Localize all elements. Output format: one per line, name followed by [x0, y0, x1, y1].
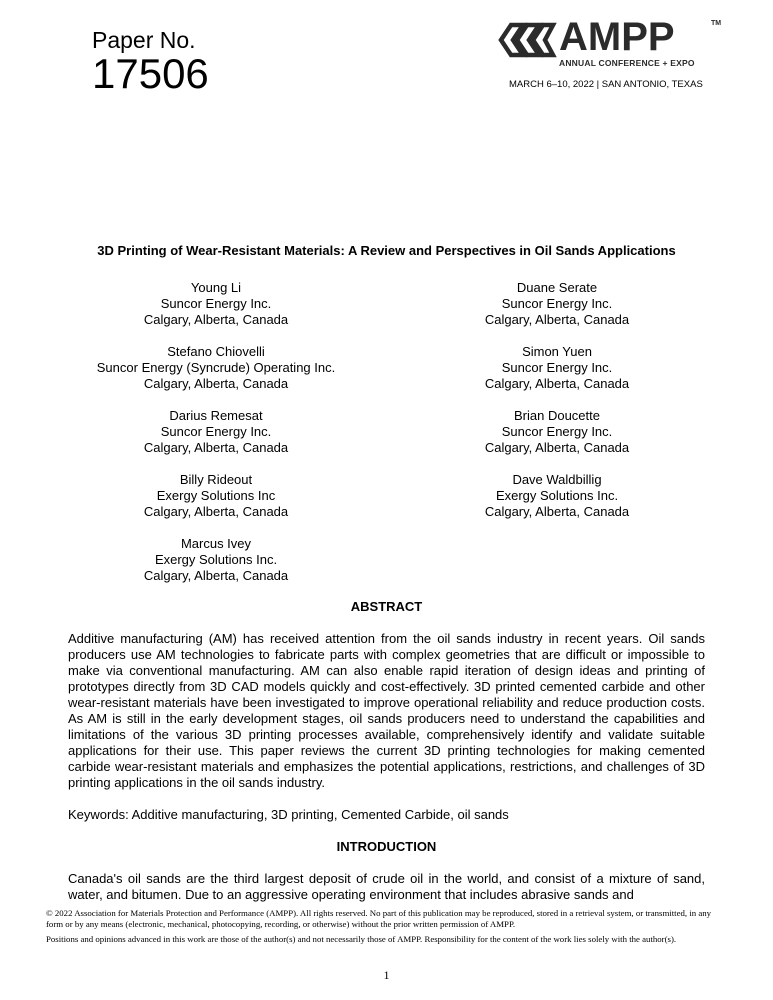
author-block	[407, 472, 707, 520]
author-block	[407, 280, 707, 328]
author-block	[66, 280, 366, 328]
ampp-emblem-icon	[497, 17, 557, 63]
author-org: Suncor Energy (Syncrude) Operating Inc.	[96, 360, 336, 375]
abstract-text: Additive manufacturing (AM) has received attention from the oil sands industry in recent years. Oil sands producers use AM technologies to fabricate parts with complex geometries that are difficult or impossible to make via conventional manufacturing. AM can also enable rapid iteration of design ideas and printing of prototypes directly from 3D CAD models quickly and cost-effectively. 3D printed cemented carbide and other wear-resistant materials have been investigated to improve operational reliability and reduce production costs. As AM is still in the early development stages, oil sands producers need to understand the capabilities and limitations of the various 3D printing processes available, comprehensively identify and validate suitable applications for their use. This paper reviews the current 3D printing technologies for making cemented carbide wear-resistant materials and emphasizes the potential applications, restrictions, and challenges of 3D printing applications in the oil sands industry.	[68, 631, 705, 790]
author-name: Simon Yuen	[522, 344, 592, 359]
author-block	[66, 344, 366, 392]
author-name: Billy Rideout	[179, 472, 253, 487]
author-block	[407, 408, 707, 456]
author-org: Suncor Energy Inc.	[501, 360, 613, 375]
author-name: Darius Remesat	[169, 408, 263, 423]
paper-label: Paper No.	[92, 27, 196, 53]
author-location: Calgary, Alberta, Canada	[484, 440, 630, 455]
author-block	[66, 536, 366, 584]
abstract-heading: ABSTRACT	[350, 599, 423, 614]
conference-date: MARCH 6–10, 2022 | SAN ANTONIO, TEXAS	[509, 79, 703, 90]
paper-number: 17506	[92, 50, 209, 97]
author-org: Suncor Energy Inc.	[160, 424, 272, 439]
paper-title: 3D Printing of Wear-Resistant Materials: A Review and Perspectives in Oil Sands Applications	[97, 243, 676, 258]
ampp-logo	[497, 17, 727, 97]
disclaimer-notice: Positions and opinions advanced in this work are those of the author(s) and not necessarily those of AMPP. Responsibility for the content of the work lies solely with the author(s).	[46, 934, 677, 944]
author-org: Suncor Energy Inc.	[501, 424, 613, 439]
copyright-notice: © 2022 Association for Materials Protection and Performance (AMPP). All rights reserved. No part of this publication may be reproduced, stored in a retrieval system, or transmitted, in any form or by any means (electronic, mechanical, photocopying, recording, or otherwise) without the prior written permission of AMPP.	[46, 908, 712, 929]
author-location: Calgary, Alberta, Canada	[484, 312, 630, 327]
author-name: Brian Doucette	[514, 408, 600, 423]
keywords: Keywords: Additive manufacturing, 3D printing, Cemented Carbide, oil sands	[68, 807, 509, 822]
introduction-text: Canada's oil sands are the third largest deposit of crude oil in the world, and consist of a mixture of sand, water, and bitumen. Due to an aggressive operating environment that includes abrasive sands and	[68, 871, 705, 902]
logo-wordmark: AMPP	[559, 15, 675, 59]
author-org: Suncor Energy Inc.	[160, 296, 272, 311]
author-name: Duane Serate	[516, 280, 598, 295]
author-org: Exergy Solutions Inc	[156, 488, 276, 503]
author-name: Marcus Ivey	[180, 536, 252, 551]
page-number: 1	[383, 968, 390, 982]
introduction-heading: INTRODUCTION	[336, 839, 437, 854]
author-location: Calgary, Alberta, Canada	[143, 440, 289, 455]
author-location: Calgary, Alberta, Canada	[143, 504, 289, 519]
author-name: Young Li	[190, 280, 242, 295]
author-location: Calgary, Alberta, Canada	[484, 504, 630, 519]
logo-trademark: TM	[711, 20, 722, 27]
author-location: Calgary, Alberta, Canada	[143, 312, 289, 327]
author-location: Calgary, Alberta, Canada	[143, 568, 289, 583]
logo-subtitle: ANNUAL CONFERENCE + EXPO	[559, 58, 695, 68]
author-name: Dave Waldbillig	[512, 472, 602, 487]
author-name: Stefano Chiovelli	[167, 344, 265, 359]
author-location: Calgary, Alberta, Canada	[484, 376, 630, 391]
author-org: Exergy Solutions Inc.	[154, 552, 278, 567]
author-org: Suncor Energy Inc.	[501, 296, 613, 311]
author-location: Calgary, Alberta, Canada	[143, 376, 289, 391]
author-org: Exergy Solutions Inc.	[495, 488, 619, 503]
author-block	[66, 408, 366, 456]
author-block	[66, 472, 366, 520]
author-block	[407, 344, 707, 392]
